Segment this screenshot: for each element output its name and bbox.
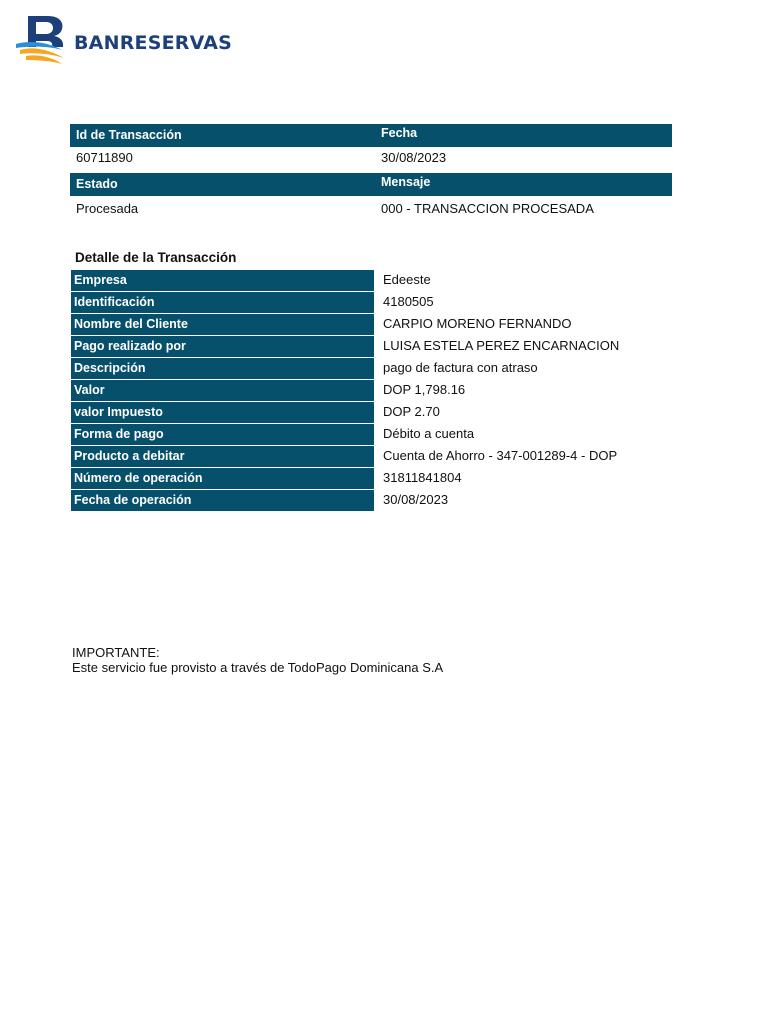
transaction-status: Procesada (76, 201, 139, 216)
note-text: Este servicio fue provisto a través de TodoPago Dominicana S.A (72, 660, 444, 675)
transaction-message: 000 - TRANSACCION PROCESADA (381, 201, 594, 216)
detail-value: DOP 2.70 (383, 404, 440, 419)
transaction-header-band (70, 124, 672, 147)
transaction-date: 30/08/2023 (381, 150, 447, 165)
message-header: Mensaje (381, 175, 431, 189)
detail-title: Detalle de la Transacción (75, 250, 237, 265)
detail-label: Número de operación (71, 468, 374, 489)
id-header: Id de Transacción (76, 128, 182, 142)
status-header-band (70, 173, 672, 196)
detail-value: 4180505 (383, 294, 434, 309)
detail-label: Nombre del Cliente (71, 314, 374, 335)
brand-name: BANRESERVAS (74, 32, 232, 54)
detail-label: Producto a debitar (71, 446, 374, 467)
detail-label: Fecha de operación (71, 490, 374, 511)
status-header: Estado (76, 177, 118, 191)
detail-label: Descripción (71, 358, 374, 379)
note-heading: IMPORTANTE: (72, 645, 160, 660)
detail-label: Identificación (71, 292, 374, 313)
detail-value: Cuenta de Ahorro - 347-001289-4 - DOP (383, 448, 618, 463)
detail-row (71, 336, 681, 358)
transaction-id: 60711890 (76, 150, 133, 165)
detail-label: valor Impuesto (71, 402, 374, 423)
detail-value: pago de factura con atraso (383, 360, 538, 375)
date-header: Fecha (381, 126, 418, 140)
detail-row (71, 446, 681, 468)
detail-label: Valor (71, 380, 374, 401)
detail-row (71, 358, 681, 380)
important-note (72, 645, 443, 675)
detail-label: Empresa (71, 270, 374, 291)
detail-value: 31811841804 (383, 470, 462, 485)
detail-value: LUISA ESTELA PEREZ ENCARNACION (383, 338, 620, 353)
detail-row (71, 314, 681, 336)
detail-value: CARPIO MORENO FERNANDO (383, 316, 572, 331)
banreservas-logo (14, 14, 232, 66)
detail-label: Forma de pago (71, 424, 374, 445)
banreservas-logo-icon (14, 14, 70, 66)
detail-value: DOP 1,798.16 (383, 382, 466, 397)
detail-value: Edeeste (383, 272, 431, 287)
detail-row (71, 402, 681, 424)
detail-value: 30/08/2023 (383, 492, 449, 507)
detail-row (71, 468, 681, 490)
detail-row (71, 490, 681, 512)
detail-table (71, 270, 681, 512)
detail-label: Pago realizado por (71, 336, 374, 357)
detail-row (71, 292, 681, 314)
detail-row (71, 424, 681, 446)
detail-row (71, 380, 681, 402)
detail-value: Débito a cuenta (383, 426, 475, 441)
detail-row (71, 270, 681, 292)
